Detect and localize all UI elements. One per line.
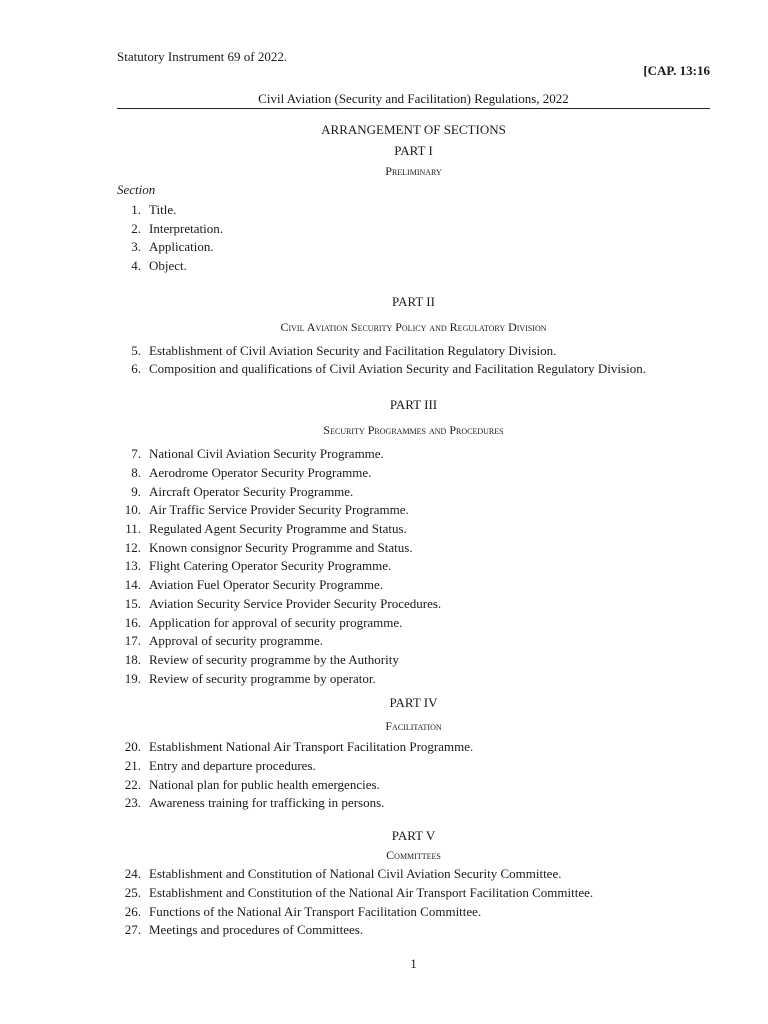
section-title: Aviation Fuel Operator Security Programme. [149,577,384,592]
section-title: Establishment and Constitution of the National Air Transport Facilitation Committee. [149,885,594,900]
section-title: Flight Catering Operator Security Programme. [149,558,392,573]
section-item [117,922,363,940]
section-item [117,866,561,884]
section-number: 17. [124,633,141,648]
section-item [117,484,353,502]
section-number: 10. [124,502,141,517]
part-2-subtitle: Civil Aviation Security Policy and Regulatory Division [280,320,547,334]
section-number: 5. [131,343,141,358]
section-title: Establishment National Air Transport Facilitation Programme. [149,739,474,754]
header-rule [117,108,710,109]
section-column-label: Section [117,182,156,197]
section-title: Interpretation. [149,221,223,236]
arrangement-title: ARRANGEMENT OF SECTIONS [321,122,506,137]
section-title: National Civil Aviation Security Programme. [149,446,384,461]
section-item [117,577,383,595]
section-title: Aircraft Operator Security Programme. [149,484,354,499]
section-title: Aerodrome Operator Security Programme. [149,465,372,480]
section-number: 13. [124,558,141,573]
section-number: 18. [124,652,141,667]
part-1-subtitle: Preliminary [385,164,442,178]
section-item [117,633,323,651]
section-item [117,739,473,757]
section-title: Functions of the National Air Transport Facilitation Committee. [149,904,482,919]
part-4-subtitle: Facilitation [385,719,442,733]
section-number: 12. [124,540,141,555]
section-number: 2. [131,221,141,236]
section-number: 4. [131,258,141,273]
section-item [117,652,399,670]
part-2-heading: PART II [392,294,435,309]
section-item [117,446,384,464]
section-title: Known consignor Security Programme and Status. [149,540,413,555]
section-number: 21. [124,758,141,773]
section-number: 25. [124,885,141,900]
section-title: Title. [149,202,177,217]
section-item [117,558,391,576]
section-number: 22. [124,777,141,792]
section-item [117,502,409,520]
section-title: Entry and departure procedures. [149,758,316,773]
section-item [117,758,316,776]
section-item [117,343,556,361]
section-number: 6. [131,361,141,376]
section-number: 1. [131,202,141,217]
chapter-reference: [CAP. 13:16 [643,63,710,78]
section-number: 27. [124,922,141,937]
section-item [117,221,223,239]
section-title: Air Traffic Service Provider Security Programme. [149,502,409,517]
section-item [117,202,176,220]
running-title: Civil Aviation (Security and Facilitation) Regulations, 2022 [258,91,569,106]
section-number: 15. [124,596,141,611]
section-item [117,795,384,813]
section-title: Establishment of Civil Aviation Security and Facilitation Regulatory Division. [149,343,557,358]
section-item [117,465,371,483]
section-item [117,596,441,614]
section-number: 14. [124,577,141,592]
section-number: 16. [124,615,141,630]
section-title: Establishment and Constitution of National Civil Aviation Security Committee. [149,866,562,881]
part-3-heading: PART III [389,397,438,412]
section-title: Meetings and procedures of Committees. [149,922,364,937]
section-number: 3. [131,239,141,254]
section-title: Review of security programme by operator. [149,671,376,686]
section-title: Application. [149,239,214,254]
section-item [117,904,481,922]
part-4-heading: PART IV [389,695,438,710]
section-title: Application for approval of security programme. [149,615,403,630]
instrument-number: Statutory Instrument 69 of 2022. [117,49,288,64]
section-title: Awareness training for trafficking in persons. [149,795,385,810]
part-1-heading: PART I [394,143,433,158]
section-item [117,671,376,689]
section-title: National plan for public health emergencies. [149,777,380,792]
section-title: Approval of security programme. [149,633,324,648]
section-number: 20. [124,739,141,754]
section-title: Review of security programme by the Authority [149,652,399,667]
section-item [117,258,187,276]
section-number: 19. [124,671,141,686]
section-title: Aviation Security Service Provider Security Procedures. [149,596,442,611]
section-item [117,615,402,633]
section-item [117,777,380,795]
section-item [117,540,413,558]
section-item [117,239,214,257]
section-number: 7. [131,446,141,461]
part-5-heading: PART V [391,828,436,843]
part-5-subtitle: Committees [386,848,441,862]
section-number: 11. [125,521,141,536]
section-number: 9. [131,484,141,499]
section-number: 8. [131,465,141,480]
section-number: 24. [124,866,141,881]
section-title: Regulated Agent Security Programme and Status. [149,521,407,536]
page-number: 1 [410,956,417,971]
section-item [117,361,646,379]
section-number: 23. [124,795,141,810]
section-title: Object. [149,258,187,273]
section-title: Composition and qualifications of Civil Aviation Security and Facilitation Regulatory Division. [149,361,646,376]
section-number: 26. [124,904,141,919]
section-item [117,521,407,539]
section-item [117,885,593,903]
part-3-subtitle: Security Programmes and Procedures [323,423,504,437]
